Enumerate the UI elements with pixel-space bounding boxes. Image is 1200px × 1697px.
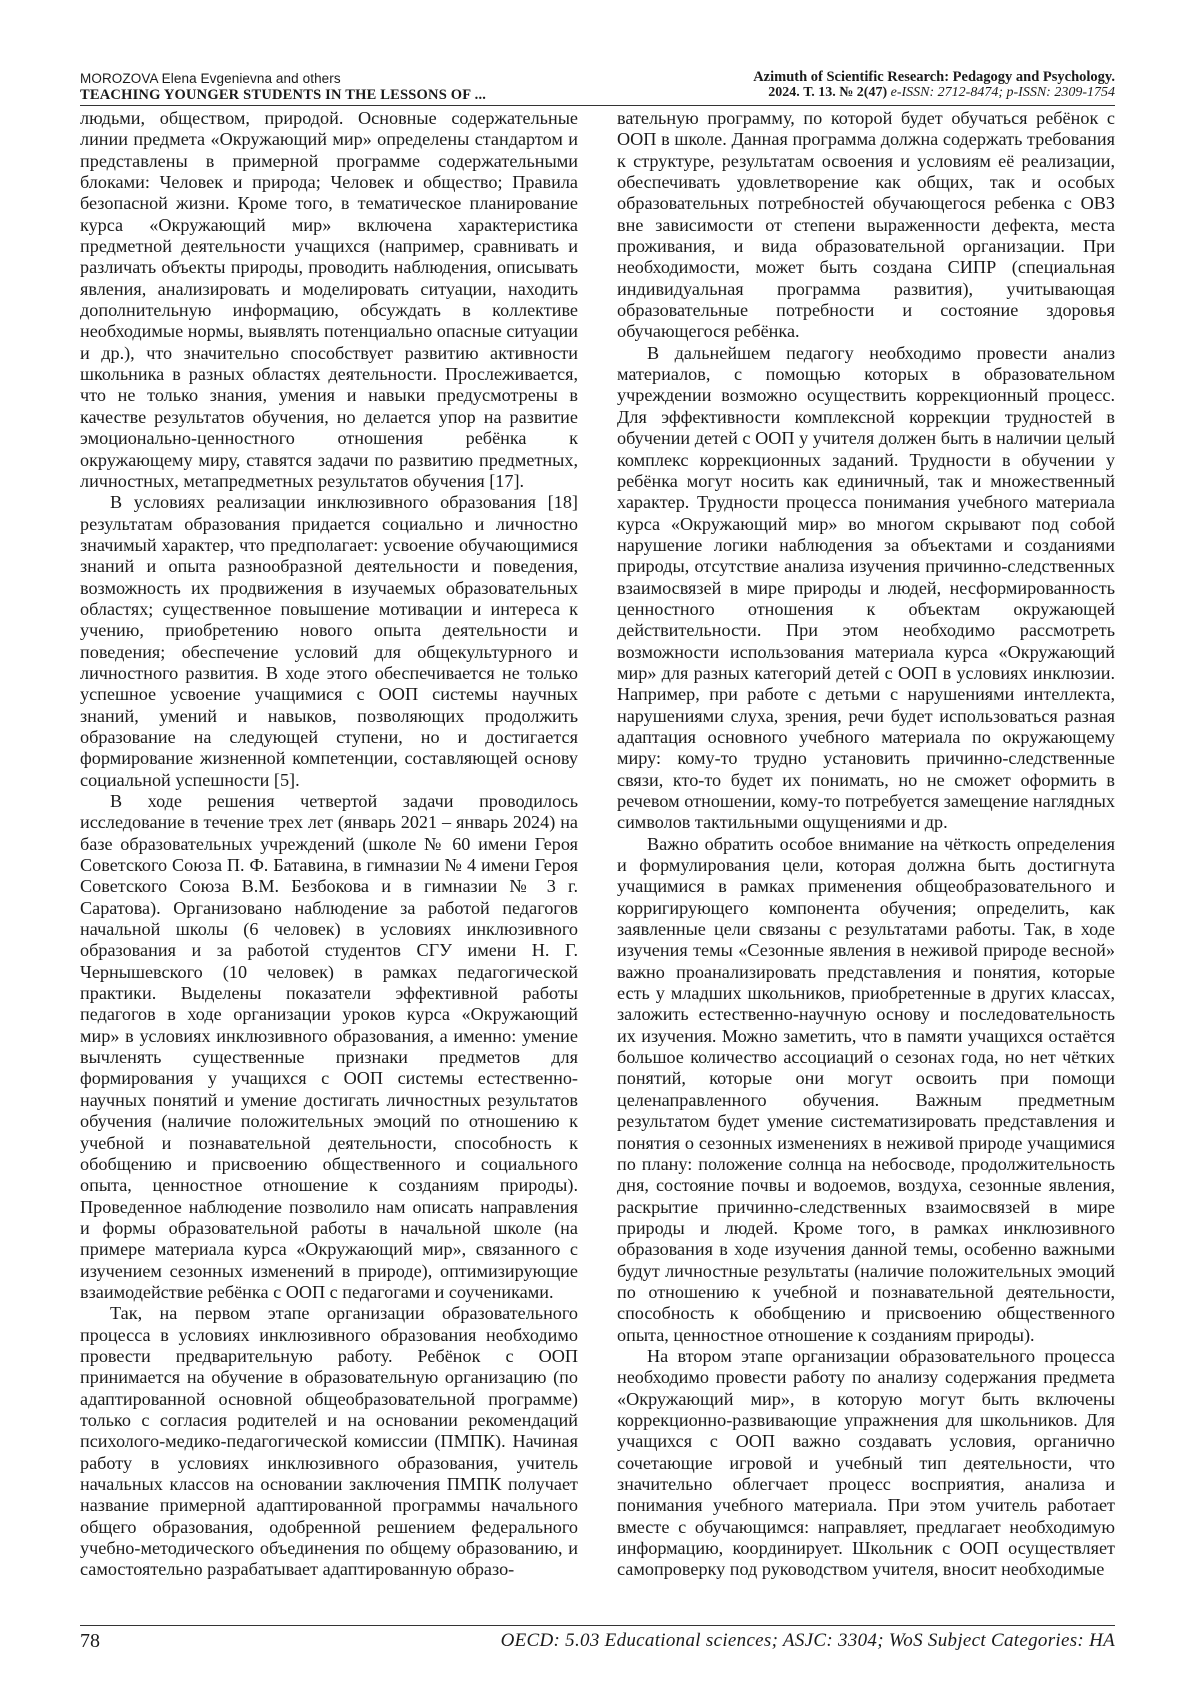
paragraph: Так, на первом этапе организации образовательного процесса в условиях инклюзивного образования необходимо провести предварительную работу. Ребёнок с ООП принимается на обучение в образовательную организацию (по адаптированной основной общеобразовательной программе) только с согласия родителей и на основании рекомендаций психолого-медико-педагогической комиссии (ПМПК). Начиная работу в условиях инклюзивного образования, учитель начальных классов на основании заключения ПМПК получает название примерной адаптированной программы начального общего образования, одобренной решением федерального учебно-методического объединения по общему образованию, и самостоятельно разрабатывает адаптированную образо- — [80, 1303, 578, 1580]
paragraph: людьми, обществом, природой. Основные содержательные линии предмета «Окружающий мир» определены стандартом и представлены в примерной программе содержательными блоками: Человек и природа; Человек и общество; Правила безопасной жизни. Кроме того, в тематическое планирование курса «Окружающий мир» включена характеристика предметной деятельности учащихся (например, сравнивать и различать объекты природы, проводить наблюдения, описывать явления, анализировать и моделировать ситуации, находить дополнительную информацию, обсуждать в коллективе необходимые нормы, выявлять потенциально опасные ситуации и др.), что значительно способствует развитию активности школьника в разных областях деятельности. Прослеживается, что не только знания, умения и навыки предусмотрены в качестве результатов обучения, но делается упор на развитие эмоционально-ценностного отношения ребёнка к окружающему миру, ставятся задачи по развитию предметных, личностных, метапредметных результатов обучения [17]. — [80, 108, 578, 491]
paragraph: В дальнейшем педагогу необходимо провести анализ материалов, с помощью которых в образовательном учреждении возможно осуществить коррекционный процесс. Для эффективности комплексной коррекции трудностей в обучении детей с ООП у учителя должен быть в наличии целый комплекс коррекционных заданий. Трудности в обучении у ребёнка могут носить как единичный, так и множественный характер. Трудности процесса понимания учебного материала курса «Окружающий мир» во многом скрывают под собой нарушение логики наблюдения за объектами и созданиями природы, отсутствие анализа изучения причинно-следственных взаимосвязей в мире природы и людей, несформированность ценностного отношения к объектам окружающей действительности. При этом необходимо рассмотреть возможности использования материала курса «Окружающий мир» для разных категорий детей с ООП в условиях инклюзии. Например, при работе с детьми с нарушениями интеллекта, нарушениями слуха, зрения, речи будет использоваться разная адаптация основного учебного материала по окружающему миру: кому-то трудно установить причинно-следственные связи, кто-то будет их понимать, но не сможет оформить в речевом отношении, кому-то потребуется замещение наглядных символов тактильными ощущениями и др. — [617, 342, 1115, 833]
header-rule — [80, 105, 1115, 106]
running-header-left — [80, 71, 580, 103]
header-issue-line — [595, 85, 1115, 101]
paragraph: В условиях реализации инклюзивного образования [18] результатам образования придается социально и личностно значимый характер, что предполагает: усвоение обучающимися знаний и опыта разнообразной деятельности и поведения, возможность их продвижения в изучаемых образовательных областях; существенное повышение мотивации и интереса к учению, приобретению нового опыта деятельности и поведения; обеспечение условий для общекультурного и личностного развития. В ходе этого обеспечивается не только успешное усвоение учащимися с ООП системы научных знаний, умений и навыков, позволяющих продолжить образование на следующей ступени, но и достигается формирование жизненной компетенции, составляющей основу социальной успешности [5]. — [80, 492, 578, 790]
page-number: 78 — [80, 1630, 100, 1652]
header-authors: MOROZOVA Elena Evgenievna and others — [80, 71, 341, 86]
footer-rule — [80, 1625, 1115, 1626]
text-column-left — [80, 108, 578, 1640]
paragraph: вательную программу, по которой будет обучаться ребёнок с ООП в школе. Данная программа должна содержать требования к структуре, результатам освоения и условиям её реализации, обеспечивать удовлетворение как общих, так и особых образовательных потребностей обучающегося ребенка с ОВЗ вне зависимости от степени выраженности дефекта, места проживания, и вида образовательной организации. При необходимости, может быть создана СИПР (специальная индивидуальная программа развития), учитывающая образовательные потребности и состояние здоровья обучающегося ребёнка. — [617, 108, 1115, 342]
header-issn: e-ISSN: 2712-8474; p-ISSN: 2309-1754 — [890, 85, 1115, 100]
paragraph: Важно обратить особое внимание на чёткость определения и формулирования цели, которая должна быть достигнута учащимися в рамках применения общеобразовательного и корригирующего компонента обучения; определить, как заявленные цели связаны с результатами работы. Так, в ходе изучения темы «Сезонные явления в неживой природе весной» важно проанализировать представления и понятия, которые есть у младших школьников, приобретенные в других классах, заложить естественно-научную основу и последовательность их изучения. Можно заметить, что в памяти учащихся остаётся большое количество ассоциаций о сезонах года, но нет чётких понятий, которые они могут освоить при помощи целенаправленного обучения. Важным предметным результатом будет умение систематизировать представления и понятия о сезонных изменениях в неживой природе учащимися по плану: положение солнца на небосводе, продолжительность дня, состояние почвы и водоемов, воздуха, сезонные явления, раскрытие причинно-следственных взаимосвязей в мире природы и людей. Кроме того, в рамках инклюзивного образования в ходе изучения данной темы, особенно важными будут личностные результаты (наличие положительных эмоций по отношению к учебной и познавательной деятельности, способность к обобщению и присвоению общественного опыта, ценностное отношение к созданиям природы). — [617, 833, 1115, 1345]
text-column-right — [617, 108, 1115, 1640]
paragraph: На втором этапе организации образовательного процесса необходимо провести работу по анализу содержания предмета «Окружающий мир», в которую могут быть включены коррекционно-развивающие упражнения для школьников. Для учащихся с ООП важно создавать условия, органично сочетающие игровой и учебный тип деятельности, что значительно облегчает процесс восприятия, анализа и понимания учебного материала. При этом учитель работает вместе с обучающимся: направляет, предлагает необходимую информацию, координирует. Школьник с ООП осуществляет самопроверку под руководством учителя, вносит необходимые — [617, 1345, 1115, 1580]
header-issue: 2024. Т. 13. № 2(47) — [768, 85, 888, 100]
footer-classification: OECD: 5.03 Educational sciences; ASJC: 3304; WoS Subject Categories: HA — [500, 1630, 1115, 1651]
header-article-title: TEACHING YOUNGER STUDENTS IN THE LESSONS OF ... — [80, 87, 487, 103]
header-journal-name: Azimuth of Scientific Research: Pedagogy and Psychology. — [753, 69, 1115, 85]
paragraph: В ходе решения четвертой задачи проводилось исследование в течение трех лет (январь 2021 – январь 2024) на базе образовательных учреждений (школе № 60 имени Героя Советского Союза П. Ф. Батавина, в гимназии № 4 имени Героя Советского Союза В.М. Безбокова и в гимназии № 3 г. Саратова). Организовано наблюдение за работой педагогов начальной школы (6 человек) в условиях инклюзивного образования и за работой студентов СГУ имени Н. Г. Чернышевского (10 человек) в рамках педагогической практики. Выделены показатели эффективной работы педагогов в ходе организации уроков курса «Окружающий мир» в условиях инклюзивного образования, а именно: умение вычленять существенные признаки предметов для формирования у учащихся с ООП системы естественно-научных понятий и умение достигать личностных результатов обучения (наличие положительных эмоций по отношению к учебной и познавательной деятельности, способность к обобщению и присвоению общественного и социального опыта, ценностное отношение к созданиям природы). Проведенное наблюдение позволило нам описать направления и формы образовательной работы в начальной школе (на примере материала курса «Окружающий мир», связанного с изучением сезонных изменений в природе), оптимизирующие взаимодействие ребёнка с ООП с педагогами и соучениками. — [80, 791, 578, 1302]
running-header-right — [595, 69, 1115, 101]
